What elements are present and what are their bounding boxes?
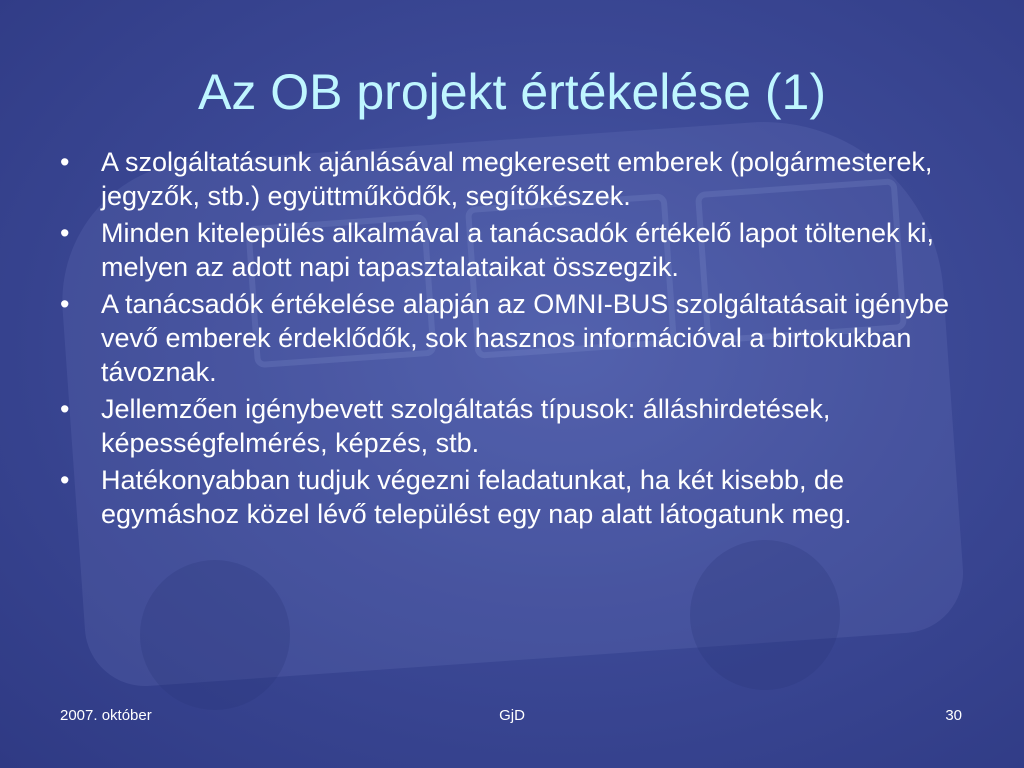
footer-page-number: 30 bbox=[945, 707, 962, 724]
bullet-marker: • bbox=[60, 289, 70, 319]
background-bus-wheel bbox=[690, 540, 840, 690]
bullet-text: A szolgáltatásunk ajánlásával megkeresett emberek (polgármesterek, jegyzők, stb.) együttműködők, segítőkészek. bbox=[101, 147, 933, 211]
bullet-item bbox=[56, 463, 986, 531]
bullet-item bbox=[56, 145, 986, 213]
bullet-marker: • bbox=[60, 147, 70, 177]
bullet-item bbox=[56, 392, 986, 460]
bullet-text: Jellemzően igénybevett szolgáltatás típusok: álláshirdetések, képességfelmérés, képzés, stb. bbox=[101, 394, 831, 458]
bullet-text: Minden kitelepülés alkalmával a tanácsadók értékelő lapot töltenek ki, melyen az adott napi tapasztalataikat összegzik. bbox=[101, 218, 934, 282]
bullet-list bbox=[56, 145, 986, 534]
bullet-item bbox=[56, 216, 986, 284]
footer-author: GjD bbox=[499, 707, 525, 724]
bullet-marker: • bbox=[60, 465, 70, 495]
bullet-item bbox=[56, 287, 986, 389]
bullet-marker: • bbox=[60, 218, 70, 248]
slide-title: Az OB projekt értékelése (1) bbox=[197, 64, 827, 120]
background-bus-wheel bbox=[140, 560, 290, 710]
bullet-marker: • bbox=[60, 394, 70, 424]
bullet-text: Hatékonyabban tudjuk végezni feladatunkat, ha két kisebb, de egymáshoz közel lévő települést egy nap alatt látogatunk meg. bbox=[101, 465, 852, 529]
footer-date: 2007. október bbox=[60, 707, 152, 724]
bullet-text: A tanácsadók értékelése alapján az OMNI-BUS szolgáltatásait igénybe vevő emberek érdeklődők, sok hasznos információval a birtokukban távoznak. bbox=[101, 289, 949, 387]
